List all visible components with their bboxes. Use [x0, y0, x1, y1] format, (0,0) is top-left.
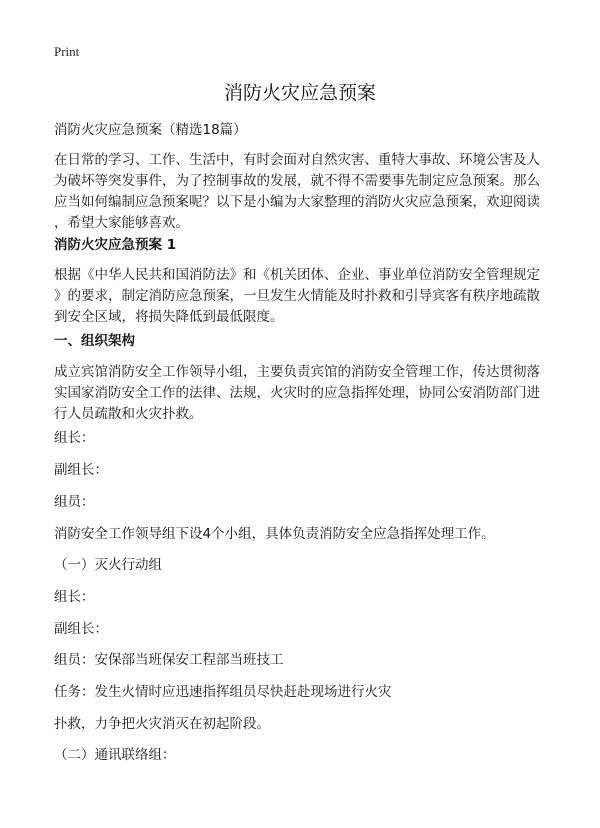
members-line: 组员：: [54, 494, 95, 510]
section-heading-1: 消防火灾应急预案 1: [54, 237, 177, 253]
page-title: 消防火灾应急预案: [223, 82, 376, 104]
group-2-heading: （二）通讯联络组：: [54, 747, 176, 763]
leader-line: 组长：: [54, 430, 95, 446]
org-structure-heading: 一、组织架构: [54, 333, 135, 349]
group-1-heading: （一）灭火行动组: [54, 557, 162, 573]
group-1-task-line: 任务：发生火情时应迅速指挥组员尽快赶赴现场进行火灾: [54, 684, 392, 700]
section-1-paragraph: 根据《中华人民共和国消防法》和《机关团体、企业、事业单位消防安全管理规定 》的要求，制定消防应急预案，一旦发生火情能及时扑救和引导宾客有秩序地疏散 到安全区域，将损失降低到最低限度。: [54, 267, 540, 325]
document-subtitle: 消防火灾应急预案（精选18篇）: [54, 122, 247, 138]
group-1-task-continued-line: 扑救，力争把火灾消灭在初起阶段。: [54, 716, 270, 732]
groups-intro-line: 消防安全工作领导组下设4个小组，具体负责消防安全应急指挥处理工作。: [54, 526, 495, 542]
group-1-leader-line: 组长：: [54, 589, 95, 605]
group-1-deputy-line: 副组长：: [54, 621, 108, 637]
deputy-leader-line: 副组长：: [54, 462, 108, 478]
org-structure-paragraph: 成立宾馆消防安全工作领导小组，主要负责宾馆的消防安全管理工作，传达贯彻落 实国家消防安全工作的法律、法规，火灾时的应急指挥处理，协同公安消防部门进 行人员疏散和火灾扑救。: [54, 364, 540, 422]
intro-paragraph: 在日常的学习、工作、生活中，有时会面对自然灾害、重特大事故、环境公害及人 为破坏等突发事件，为了控制事故的发展，就不得不需要事先制定应急预案。那么 应当如何编制应急预案呢？以下是小编为大家整理的消防火灾应急预案，欢迎阅读 ，希望大家能够喜欢。: [54, 152, 540, 231]
print-label: Print: [54, 44, 80, 59]
group-1-members-line: 组员：安保部当班保安工程部当班技工: [54, 652, 284, 668]
